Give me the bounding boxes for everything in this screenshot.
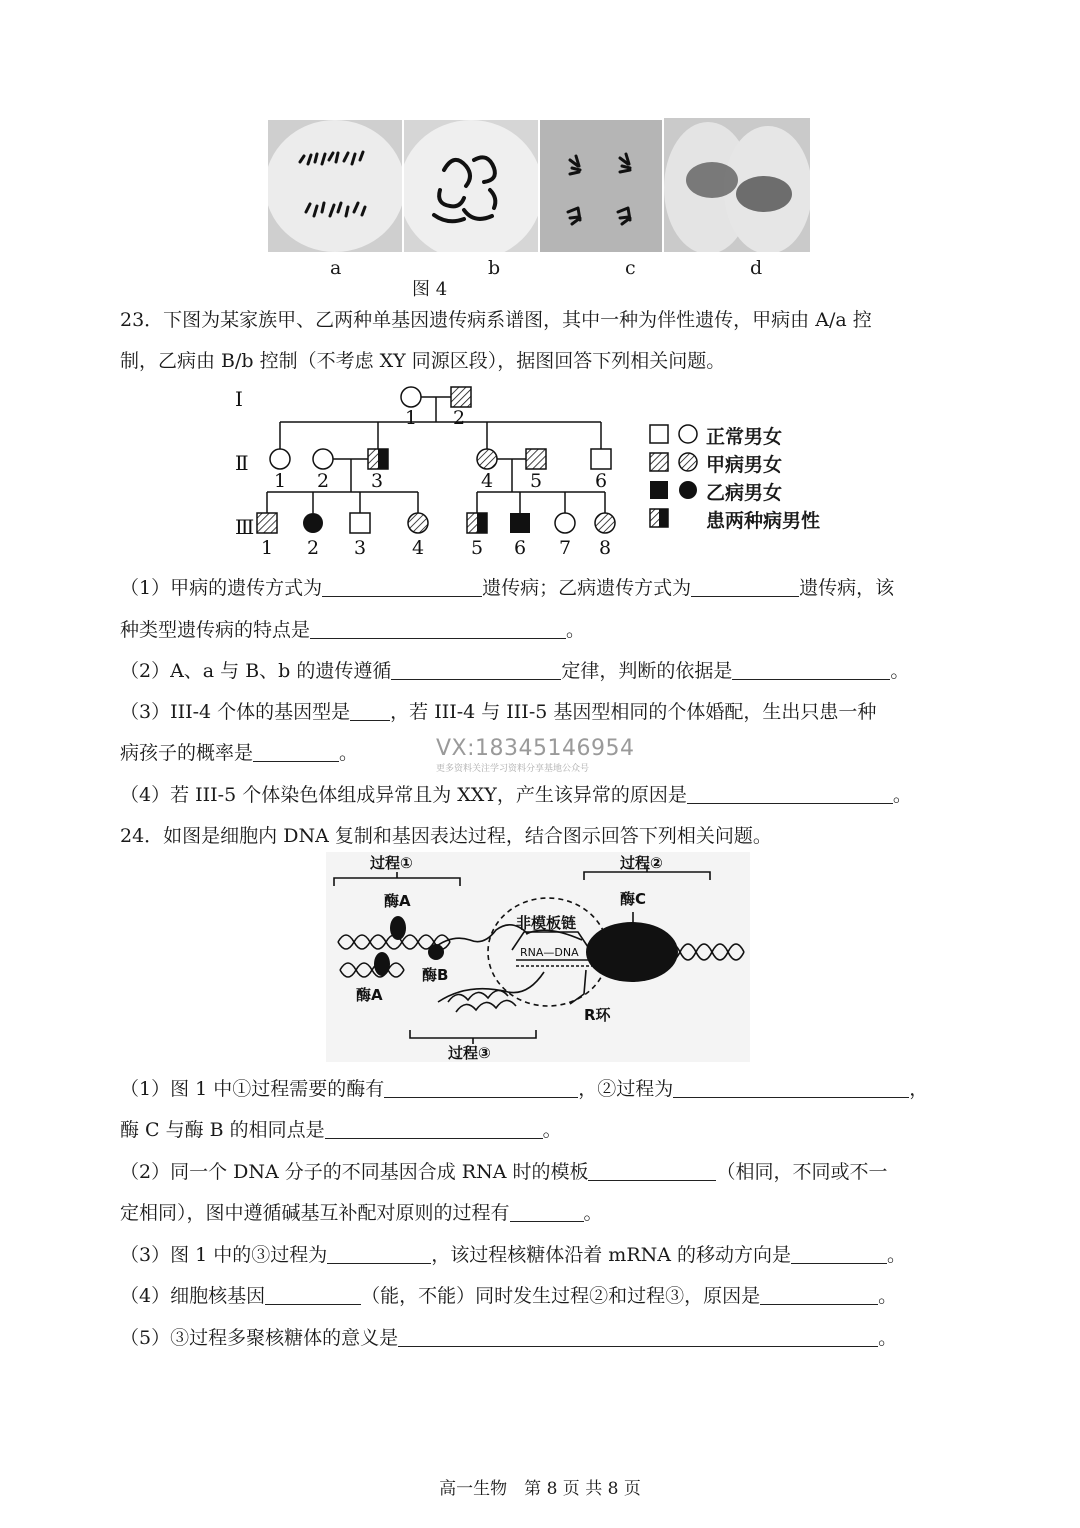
answer-blank[interactable] — [350, 701, 390, 721]
q23-part1-line1: （1）甲病的遗传方式为 遗传病；乙病遗传方式为 遗传病，该 — [120, 577, 895, 599]
individual-I-2 — [451, 387, 471, 407]
q23-part3-line2: 病孩子的概率是 。 — [120, 742, 359, 764]
micrograph-c — [540, 120, 662, 252]
watermark-subtext: 更多资料关注学习资料分享基地公众号 — [436, 764, 590, 774]
gen3-num: 2 — [306, 537, 320, 559]
gen3-num: 3 — [353, 537, 367, 559]
q23-stem-line1: 23．下图为某家族甲、乙两种单基因遗传病系谱图，其中一种为伴性遗传，甲病由 A/a 控 — [120, 309, 872, 331]
gen3-num: 6 — [513, 537, 527, 559]
answer-blank[interactable] — [265, 1285, 361, 1305]
label-enzyme-c: 酶C — [620, 890, 647, 908]
answer-blank[interactable] — [310, 619, 566, 639]
answer-blank[interactable] — [687, 784, 893, 804]
individual-III-2 — [303, 513, 323, 533]
label-process-3: 过程③ — [448, 1044, 491, 1062]
q24-part3: （3）图 1 中的③过程为 ，该过程核糖体沿着 mRNA 的移动方向是 。 — [120, 1244, 907, 1266]
individual-III-1 — [257, 513, 277, 533]
label-nontemplate: 非模板链 — [516, 914, 577, 932]
answer-blank[interactable] — [384, 1078, 578, 1098]
pedigree-legend — [650, 425, 697, 527]
q23-part2: （2）A、a 与 B、b 的遗传遵循 定律，判断的依据是 。 — [120, 660, 910, 682]
legend-normal: 正常男女 — [706, 426, 783, 448]
gen2-num: 3 — [370, 470, 384, 492]
individual-I-1 — [401, 387, 421, 407]
gen3-num: 1 — [260, 537, 274, 559]
answer-blank[interactable] — [732, 660, 890, 680]
dna-expression-diagram — [326, 852, 750, 1062]
answer-blank[interactable] — [791, 1244, 887, 1264]
individual-III-7 — [555, 513, 575, 533]
gen2-num: 2 — [316, 470, 330, 492]
gen2-num: 1 — [273, 470, 287, 492]
answer-blank[interactable] — [327, 1244, 431, 1264]
q23-part3-line1: （3）III-4 个体的基因型是 ，若 III-4 与 III-5 基因型相同的个体婚配，生出只患一种 — [120, 701, 877, 723]
label-enzyme-b: 酶B — [422, 966, 449, 984]
answer-blank[interactable] — [398, 1327, 878, 1347]
label-rna-dna: RNA—DNA — [520, 946, 579, 959]
gen3-num: 8 — [598, 537, 612, 559]
gen3-num: 4 — [411, 537, 425, 559]
gen2-num: 5 — [529, 470, 543, 492]
micrograph-b — [404, 120, 538, 252]
q24-part4: （4）细胞核基因 （能，不能）同时发生过程②和过程③，原因是 。 — [120, 1285, 898, 1307]
label-enzyme-a-top: 酶A — [384, 892, 411, 910]
label-process-2: 过程② — [620, 854, 663, 872]
answer-blank[interactable] — [325, 1119, 543, 1139]
label-r-loop: R环 — [584, 1006, 611, 1024]
individual-II-3 — [368, 449, 388, 469]
individual-II-1 — [270, 449, 290, 469]
answer-blank[interactable] — [322, 577, 482, 597]
q23-stem-line2: 制，乙病由 B/b 控制（不考虑 XY 同源区段），据图回答下列相关问题。 — [120, 350, 726, 372]
gen-label-1: Ⅰ — [235, 387, 243, 411]
answer-blank[interactable] — [691, 577, 799, 597]
gen1-num: 1 — [404, 407, 418, 429]
individual-II-6 — [591, 449, 611, 469]
individual-III-6 — [510, 513, 530, 533]
individual-II-2 — [313, 449, 333, 469]
answer-blank[interactable] — [391, 660, 561, 680]
label-process-1: 过程① — [370, 854, 413, 872]
legend-disease-a: 甲病男女 — [706, 454, 783, 476]
individual-II-5 — [526, 449, 546, 469]
panel-label-a: a — [330, 257, 342, 279]
gen3-num: 5 — [470, 537, 484, 559]
legend-disease-b: 乙病男女 — [706, 482, 783, 504]
answer-blank[interactable] — [673, 1078, 909, 1098]
gen-label-3: Ⅲ — [235, 515, 255, 539]
panel-label-d: d — [750, 257, 763, 279]
individual-II-4 — [477, 449, 497, 469]
micrograph-d — [664, 118, 810, 252]
q24-part2-line1: （2）同一个 DNA 分子的不同基因合成 RNA 时的模板 （相同，不同或不一 — [120, 1161, 888, 1183]
watermark-text: VX:18345146954 — [436, 736, 635, 761]
answer-blank[interactable] — [253, 742, 339, 762]
micrograph-a — [268, 120, 402, 252]
label-enzyme-a-bottom: 酶A — [356, 986, 383, 1004]
figure-4-caption: 图 4 — [412, 279, 448, 300]
q24-part5: （5）③过程多聚核糖体的意义是 。 — [120, 1327, 898, 1349]
q24-part1-line1: （1）图 1 中①过程需要的酶有 ，②过程为 ， — [120, 1078, 929, 1100]
answer-blank[interactable] — [760, 1285, 878, 1305]
answer-blank[interactable] — [510, 1202, 584, 1222]
individual-III-8 — [595, 513, 615, 533]
individual-III-3 — [350, 513, 370, 533]
watermark — [436, 736, 646, 784]
q24-part2-line2: 定相同），图中遵循碱基互补配对原则的过程有 。 — [120, 1202, 603, 1224]
q24-part1-line2: 酶 C 与酶 B 的相同点是 。 — [120, 1119, 562, 1141]
gen-label-2: Ⅱ — [235, 451, 249, 475]
panel-label-c: c — [625, 257, 636, 279]
individual-III-4 — [408, 513, 428, 533]
panel-label-b: b — [488, 257, 501, 279]
gen3-num: 7 — [558, 537, 572, 559]
legend-both: 患两种病男性 — [706, 510, 821, 532]
gen1-num: 2 — [452, 407, 466, 429]
q23-part1-line2: 种类型遗传病的特点是 。 — [120, 619, 586, 641]
q24-stem: 24．如图是细胞内 DNA 复制和基因表达过程，结合图示回答下列相关问题。 — [120, 825, 772, 847]
page-footer: 高一生物 第 8 页 共 8 页 — [439, 1479, 641, 1499]
q23-part4: （4）若 III-5 个体染色体组成异常且为 XXY，产生该异常的原因是 。 — [120, 784, 912, 806]
individual-III-5 — [467, 513, 487, 533]
gen2-num: 6 — [594, 470, 608, 492]
gen2-num: 4 — [480, 470, 494, 492]
answer-blank[interactable] — [588, 1161, 716, 1181]
